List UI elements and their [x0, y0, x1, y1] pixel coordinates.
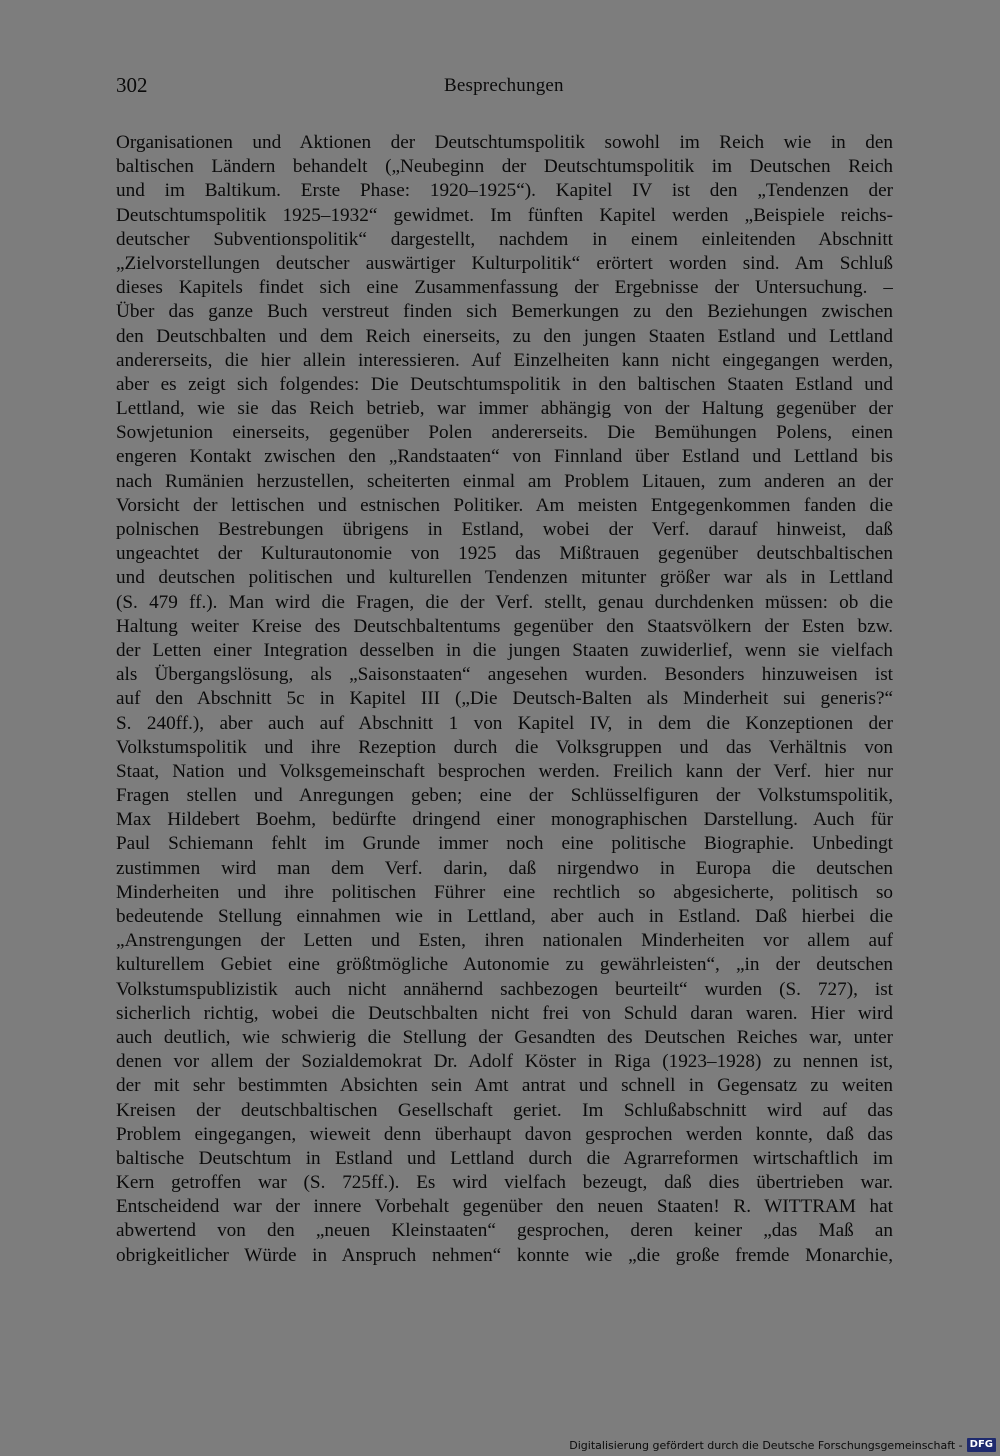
- running-head: Besprechungen: [444, 75, 564, 96]
- text-line: Volkstumspublizistik auch nicht annähernd sachbezogen beurteilt“ wurden (S. 727), ist: [116, 978, 893, 1000]
- page-number: 302: [116, 73, 148, 97]
- text-line: auch deutlich, wie schwierig die Stellung der Gesandten des Deutschen Reiches war, unter: [116, 1026, 893, 1048]
- text-line: baltischen Ländern behandelt („Neubeginn der Deutschtumspolitik im Deutschen Reich: [116, 156, 893, 178]
- text-line: „Zielvorstellungen deutscher auswärtiger Kulturpolitik“ erörtert worden sind. Am Schluß: [116, 252, 893, 274]
- text-line: und deutschen politischen und kulturellen Tendenzen mitunter größer war als in Lettland: [116, 567, 893, 589]
- text-line: abwertend von den „neuen Kleinstaaten“ gesprochen, deren keiner „das Maß an: [116, 1220, 893, 1242]
- text-line: Über das ganze Buch verstreut finden sich Bemerkungen zu den Beziehungen zwischen: [116, 301, 893, 323]
- text-line: polnischen Bestrebungen übrigens in Estland, wobei der Verf. darauf hinweist, daß: [116, 519, 893, 540]
- text-line: Staat, Nation und Volksgemeinschaft besprochen werden. Freilich kann der Verf. hier nur: [116, 760, 893, 782]
- text-line: den Deutschbalten und dem Reich einerseits, zu den jungen Staaten Estland und Lettland: [116, 325, 893, 347]
- text-line: der Letten einer Integration desselben in die jungen Staaten zuwiderlief, wenn sie vielfach: [116, 639, 893, 661]
- text-line: Kern getroffen war (S. 725ff.). Es wird vielfach bezeugt, daß dies übertrieben war.: [116, 1172, 893, 1194]
- text-line: Organisationen und Aktionen der Deutschtumspolitik sowohl im Reich wie in den: [116, 132, 893, 153]
- text-line: Fragen stellen und Anregungen geben; eine der Schlüsselfiguren der Volkstumspolitik,: [116, 785, 893, 807]
- dfg-logo-icon: DFG: [967, 1438, 996, 1452]
- text-line: Lettland, wie sie das Reich betrieb, war immer abhängig von der Haltung gegenüber der: [116, 398, 893, 420]
- text-line: der mit sehr bestimmten Absichten sein Amt antrat und schnell in Gegensatz zu weiten: [116, 1075, 893, 1097]
- text-line: denen vor allem der Sozialdemokrat Dr. Adolf Köster in Riga (1923–1928) zu nennen ist,: [116, 1051, 893, 1073]
- text-line: (S. 479 ff.). Man wird die Fragen, die der Verf. stellt, genau durchdenken müssen: ob die: [116, 591, 893, 613]
- text-line: Max Hildebert Boehm, bedürfte dringend einer monographischen Darstellung. Auch für: [116, 809, 893, 831]
- text-line: aber es zeigt sich folgendes: Die Deutschtumspolitik in den baltischen Staaten Estland und: [116, 373, 893, 395]
- text-line: Deutschtumspolitik 1925–1932“ gewidmet. Im fünften Kapitel werden „Beispiele reichs-: [116, 204, 893, 226]
- text-line: zustimmen wird man dem Verf. darin, daß nirgendwo in Europa die deutschen: [116, 857, 893, 879]
- text-line: sicherlich richtig, wobei die Deutschbalten nicht frei von Schuld daran waren. Hier wird: [116, 1002, 893, 1024]
- text-line: bedeutende Stellung einnahmen wie in Lettland, aber auch in Estland. Daß hierbei die: [116, 906, 893, 927]
- text-line: obrigkeitlicher Würde in Anspruch nehmen“ konnte wie „die große fremde Monarchie,: [116, 1244, 893, 1266]
- text-line: Vorsicht der lettischen und estnischen Politiker. Am meisten Entgegenkommen fanden die: [116, 494, 893, 516]
- text-line: Paul Schiemann fehlt im Grunde immer noch eine politische Biographie. Unbedingt: [116, 833, 893, 855]
- text-line: baltische Deutschtum in Estland und Lettland durch die Agrarreformen wirtschaftlich im: [116, 1147, 893, 1169]
- body-text: [116, 131, 893, 1268]
- text-line: ungeachtet der Kulturautonomie von 1925 das Mißtrauen gegenüber deutschbaltischen: [116, 543, 893, 565]
- text-line: engeren Kontakt zwischen den „Randstaaten“ von Finnland über Estland und Lettland bis: [116, 446, 893, 468]
- text-line: Minderheiten und ihre politischen Führer eine rechtlich so abgesicherte, politisch so: [116, 881, 893, 903]
- text-line: andererseits, die hier allein interessieren. Auf Einzelheiten kann nicht eingegangen werden,: [116, 349, 893, 371]
- text-line: dieses Kapitels findet sich eine Zusammenfassung der Ergebnisse der Untersuchung. –: [116, 277, 893, 299]
- credit-text: Digitalisierung gefördert durch die Deutsche Forschungsgemeinschaft -: [569, 1438, 963, 1452]
- text-line: nach Rumänien herzustellen, scheiterten einmal am Problem Litauen, zum anderen an der: [116, 470, 893, 492]
- text-line: als Übergangslösung, als „Saisonstaaten“ angesehen wurden. Besonders hinzuweisen ist: [116, 664, 893, 686]
- text-line: Kreisen der deutschbaltischen Gesellschaft geriet. Im Schlußabschnitt wird auf das: [116, 1099, 893, 1121]
- text-line: Volkstumspolitik und ihre Rezeption durch die Volksgruppen und das Verhältnis von: [116, 736, 893, 758]
- text-line: Entscheidend war der innere Vorbehalt gegenüber den neuen Staaten! R. WITTRAM hat: [116, 1196, 893, 1218]
- text-line: S. 240ff.), aber auch auf Abschnitt 1 von Kapitel IV, in dem die Konzeptionen der: [116, 712, 893, 734]
- text-line: „Anstrengungen der Letten und Esten, ihren nationalen Minderheiten vor allem auf: [116, 930, 893, 952]
- text-line: Problem eingegangen, wieweit denn überhaupt davon gesprochen werden konnte, daß das: [116, 1123, 893, 1145]
- text-line: deutscher Subventionspolitik“ dargestellt, nachdem in einem einleitenden Abschnitt: [116, 228, 893, 250]
- text-line: Haltung weiter Kreise des Deutschbaltentums gegenüber den Staatsvölkern der Esten bzw.: [116, 615, 893, 637]
- text-line: und im Baltikum. Erste Phase: 1920–1925“). Kapitel IV ist den „Tendenzen der: [116, 180, 893, 202]
- text-line: auf den Abschnitt 5c in Kapitel III („Die Deutsch-Balten als Minderheit sui generis?“: [116, 688, 893, 710]
- text-line: kulturellem Gebiet eine größtmögliche Autonomie zu gewährleisten“, „in der deutschen: [116, 954, 893, 976]
- digitization-credit: [569, 1438, 996, 1452]
- text-line: Sowjetunion einerseits, gegenüber Polen andererseits. Die Bemühungen Polens, einen: [116, 422, 893, 444]
